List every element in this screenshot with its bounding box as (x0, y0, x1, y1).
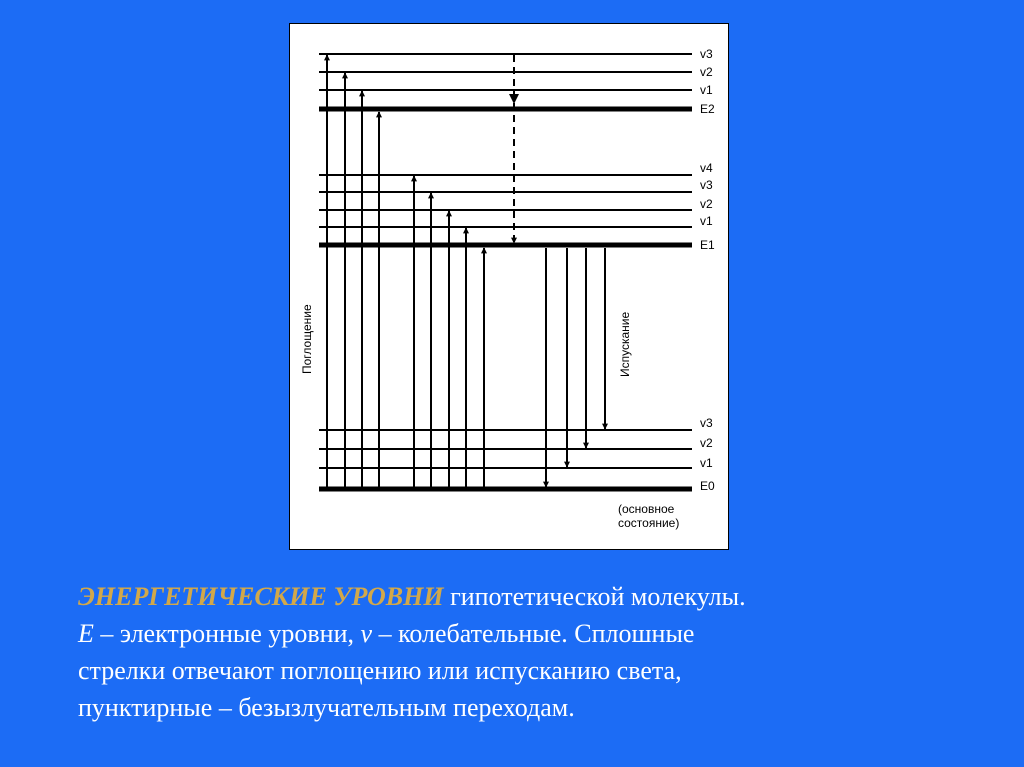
label-e1-v2: v2 (700, 197, 713, 211)
caption-line-3: стрелки отвечают поглощению или испусканию света, (78, 656, 682, 685)
label-e2-v1: v1 (700, 83, 713, 97)
caption-line1-rest: гипотетической молекулы. (443, 582, 746, 611)
label-e2-v3: v3 (700, 47, 713, 61)
caption-title: ЭНЕРГЕТИЧЕСКИЕ УРОВНИ (78, 582, 444, 611)
emission-label: Испускание (618, 311, 632, 377)
label-e1-v3: v3 (700, 178, 713, 192)
ground-state-note-line1: (основное (618, 502, 675, 516)
label-e1: E1 (700, 238, 715, 252)
caption-line-1 (78, 578, 978, 615)
diagram-canvas (290, 24, 730, 551)
v-description: – колебательные. Сплошные (372, 619, 695, 648)
v-symbol: v (360, 619, 373, 648)
caption (78, 578, 978, 726)
label-e1-v4: v4 (700, 161, 713, 175)
caption-line-4: пунктирные – безызлучательным переходам. (78, 693, 575, 722)
absorption-label: Поглощение (300, 304, 314, 374)
energy-level-diagram (289, 23, 729, 550)
label-e2: E2 (700, 102, 715, 116)
e-symbol: E (78, 619, 94, 648)
e-description: – электронные уровни, (93, 619, 361, 648)
caption-line-2 (78, 615, 978, 652)
label-e1-v1: v1 (700, 214, 713, 228)
radiationless-arrowhead (509, 94, 519, 104)
label-e0-v1: v1 (700, 456, 713, 470)
ground-state-note-line2: состояние) (618, 516, 680, 530)
label-e0-v2: v2 (700, 436, 713, 450)
label-e0: E0 (700, 479, 715, 493)
label-e2-v2: v2 (700, 65, 713, 79)
label-e0-v3: v3 (700, 416, 713, 430)
